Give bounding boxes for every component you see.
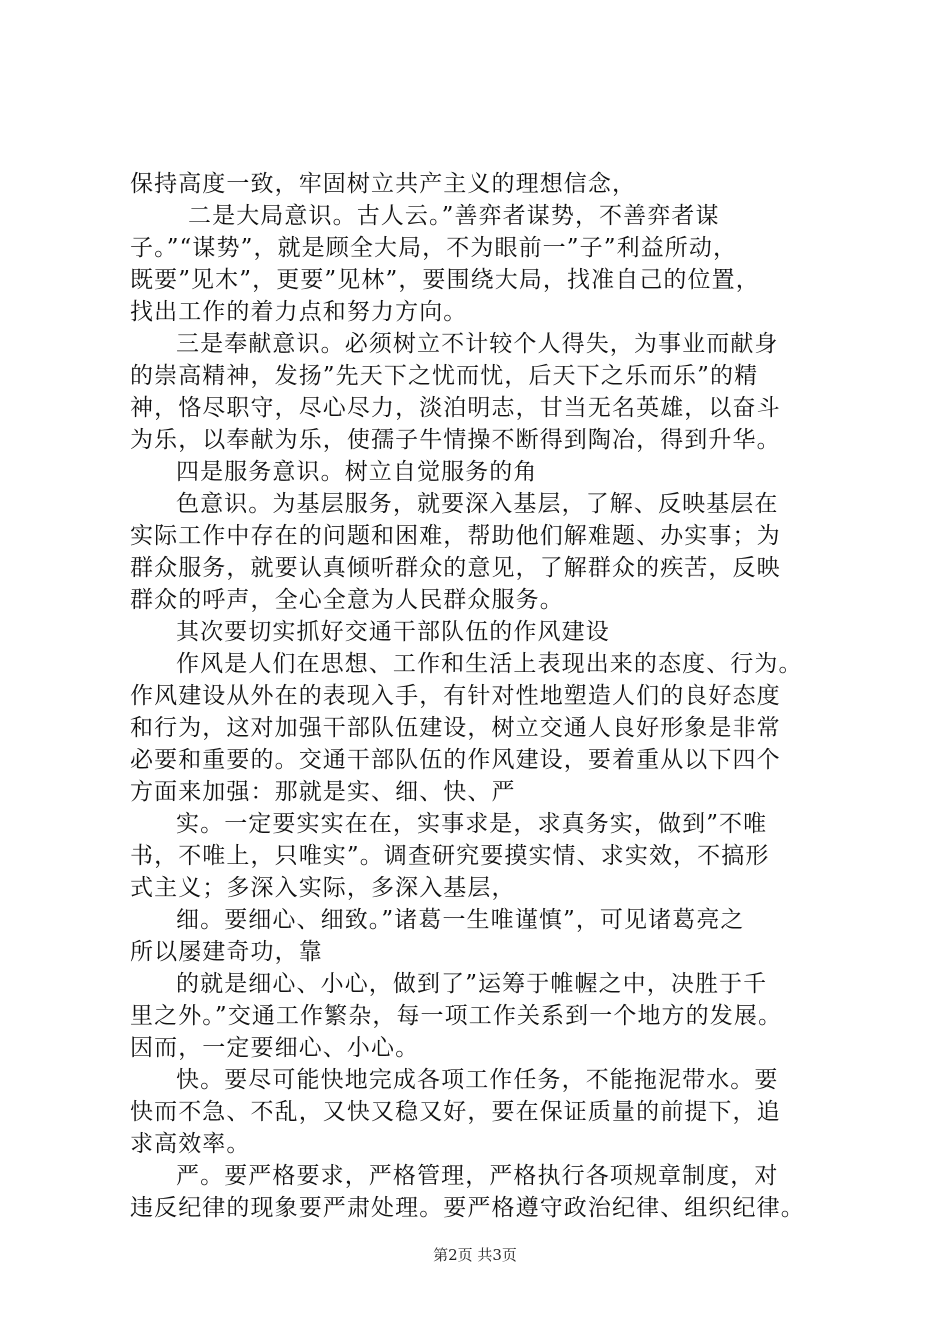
text-line: 作风是人们在思想、工作和生活上表现出来的态度、行为。	[176, 651, 803, 677]
text-line: 快而不急、不乱，又快又稳又好，要在保证质量的前提下，追	[130, 1099, 781, 1125]
text-line: 必要和重要的。交通干部队伍的作风建设，要着重从以下四个	[130, 747, 781, 773]
text-line: 保持高度一致，牢固树立共产主义的理想信念，	[130, 171, 637, 197]
text-line: 细。要细心、细致。”诸葛一生唯谨慎”，可见诸葛亮之	[176, 907, 745, 933]
text-line: 实。一定要实实在在，实事求是，求真务实，做到”不唯	[176, 811, 768, 837]
text-line: 和行为，这对加强干部队伍建设，树立交通人良好形象是非常	[130, 715, 781, 741]
text-line: 二是大局意识。古人云。”善弈者谋势，不善弈者谋	[188, 203, 720, 229]
page-number: 第2页 共3页	[433, 1246, 517, 1264]
text-line: 为乐，以奉献为乐，使孺子牛情操不断得到陶冶，得到升华。	[130, 427, 781, 453]
text-line: 既要”见木”，更要”见林”，要围绕大局，找准自己的位置，	[130, 267, 760, 293]
text-line: 所以屡建奇功，靠	[130, 939, 323, 965]
text-line: 群众的呼声，全心全意为人民群众服务。	[130, 587, 564, 613]
page-footer	[0, 1245, 950, 1265]
text-line: 违反纪律的现象要严肃处理。要严格遵守政治纪律、组织纪律。	[130, 1195, 805, 1221]
text-line: 作风建设从外在的表现入手，有针对性地塑造人们的良好态度	[130, 683, 781, 709]
body-text	[130, 168, 840, 1224]
text-line: 式主义；多深入实际，多深入基层，	[130, 875, 516, 901]
text-line: 快。要尽可能快地完成各项工作任务，不能拖泥带水。要	[176, 1067, 779, 1093]
text-line: 三是奉献意识。必须树立不计较个人得失，为事业而献身	[176, 331, 779, 357]
text-line: 子。”“谋势”，就是顾全大局，不为眼前一”子”利益所动，	[130, 235, 738, 261]
text-line: 严。要严格要求，严格管理，严格执行各项规章制度，对	[176, 1163, 779, 1189]
text-line: 群众服务，就要认真倾听群众的意见，了解群众的疾苦，反映	[130, 555, 781, 581]
text-line: 方面来加强：那就是实、细、快、严	[130, 779, 516, 805]
text-line: 里之外。”交通工作繁杂，每一项工作关系到一个地方的发展。	[130, 1003, 783, 1029]
text-line: 找出工作的着力点和努力方向。	[130, 299, 468, 325]
text-line: 四是服务意识。树立自觉服务的角	[176, 459, 538, 485]
text-line: 的崇高精神，发扬”先天下之忧而忧，后天下之乐而乐”的精	[130, 363, 759, 389]
text-line: 实际工作中存在的问题和困难，帮助他们解难题、办实事；为	[130, 523, 781, 549]
text-line: 色意识。为基层服务，就要深入基层，了解、反映基层在	[176, 491, 779, 517]
text-line: 书，不唯上，只唯实”。调查研究要摸实情、求实效，不搞形	[130, 843, 770, 869]
text-line: 求高效率。	[130, 1131, 251, 1157]
section-heading: 其次要切实抓好交通干部队伍的作风建设	[176, 619, 610, 645]
text-line: 的就是细心、小心，做到了”运筹于帷幄之中，决胜于千	[176, 971, 768, 997]
text-line: 因而，一定要细心、小心。	[130, 1035, 420, 1061]
text-line: 神，恪尽职守，尽心尽力，淡泊明志，甘当无名英雄，以奋斗	[130, 395, 781, 421]
